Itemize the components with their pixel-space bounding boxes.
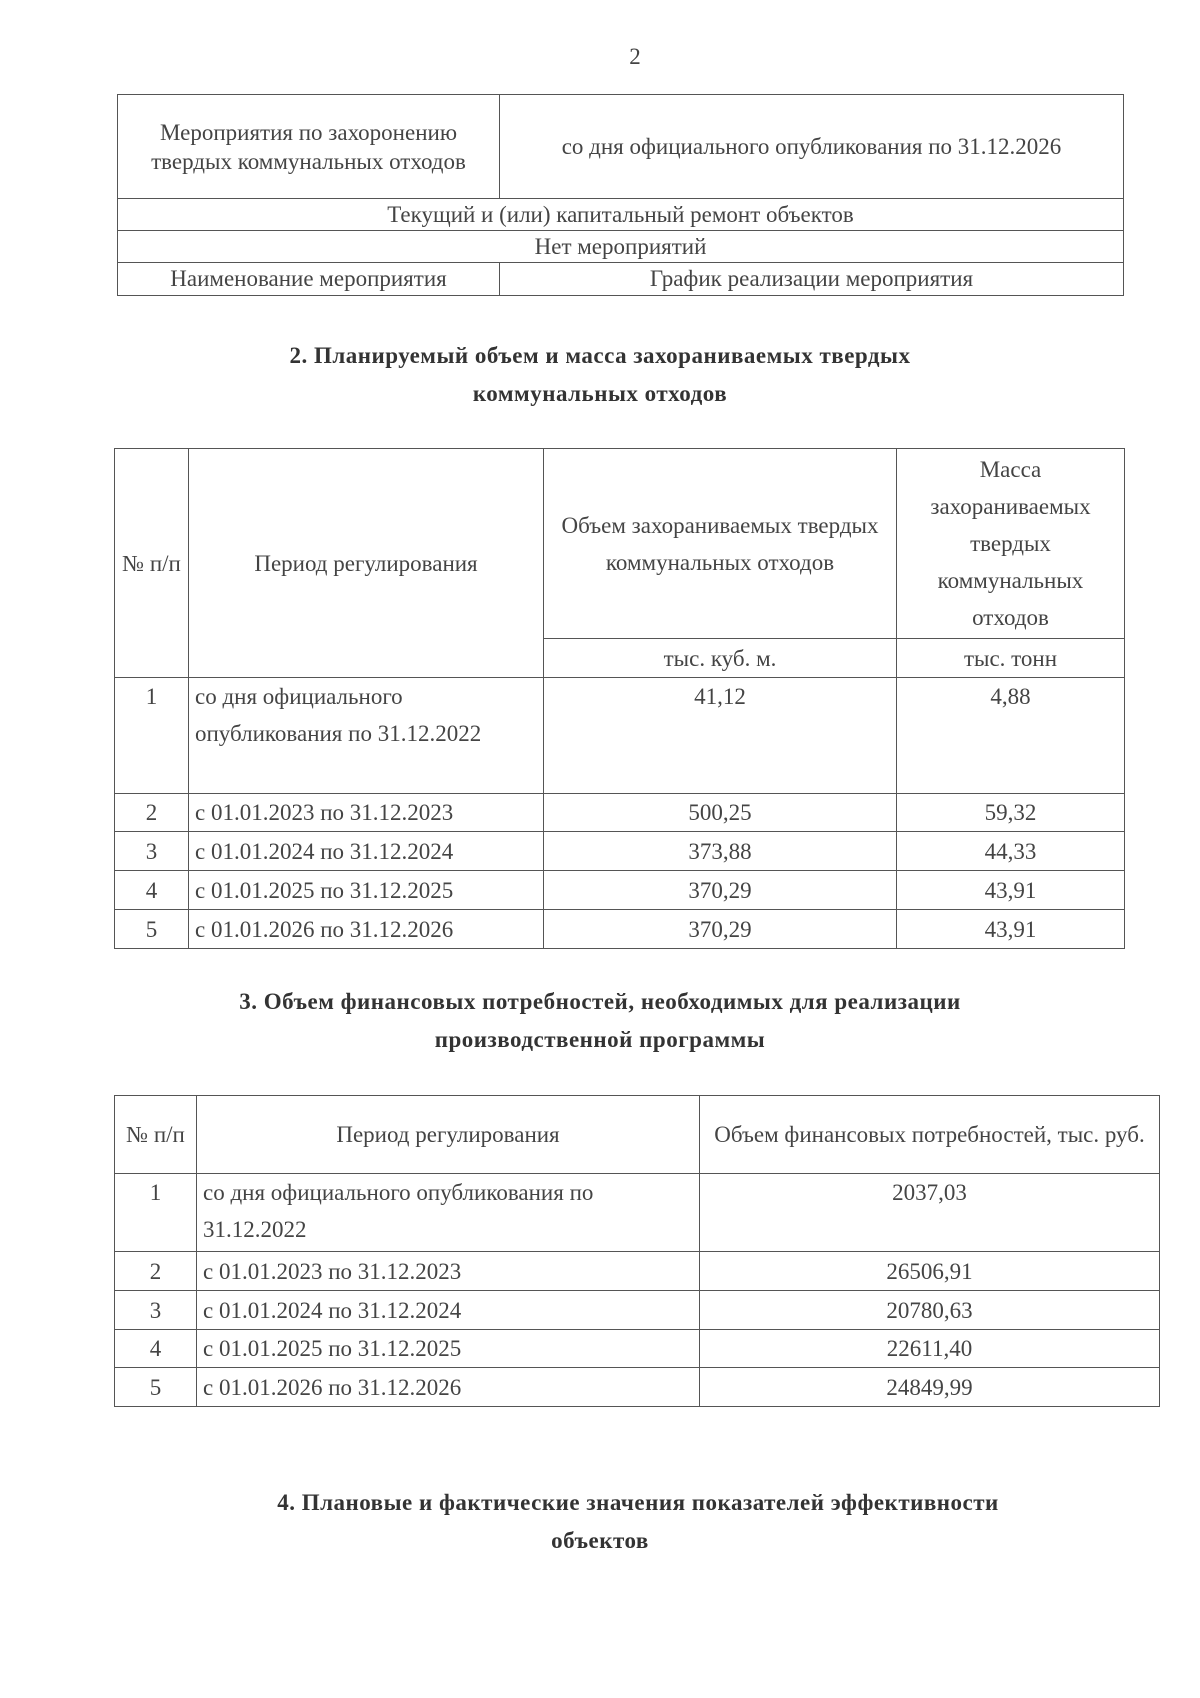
row-amount: 24849,99 [700,1368,1160,1407]
row-mass: 43,91 [897,910,1125,949]
row-num: 1 [115,1174,197,1252]
row-volume: 370,29 [544,910,897,949]
row-period: с 01.01.2024 по 31.12.2024 [197,1291,700,1330]
row-period: с 01.01.2026 по 31.12.2026 [197,1368,700,1407]
row-num: 4 [115,1330,197,1368]
volume-unit: тыс. куб. м. [544,639,897,678]
row-period: с 01.01.2023 по 31.12.2023 [197,1252,700,1291]
row-period: с 01.01.2026 по 31.12.2026 [189,910,544,949]
row-volume: 373,88 [544,832,897,871]
row-num: 4 [115,871,189,910]
mass-unit: тыс. тонн [897,639,1125,678]
events-table [117,94,1124,296]
event-label: Мероприятия по захоронению твердых коммунальных отходов [118,95,500,199]
table-row [115,1174,1160,1252]
row-period: с 01.01.2023 по 31.12.2023 [189,794,544,832]
row-num: 3 [115,1291,197,1330]
row-num: 1 [115,678,189,794]
row-volume: 500,25 [544,794,897,832]
section2-title-line1: 2. Планируемый объем и масса захораниваемых твердых [289,343,911,368]
row-mass: 44,33 [897,832,1125,871]
table-row [115,1330,1160,1368]
volume-header: Объем захораниваемых твердых коммунальных отходов [544,449,897,639]
row-period: со дня официального опубликования по 31.12.2022 [197,1174,700,1252]
section3-title-line1: 3. Объем финансовых потребностей, необходимых для реализации [239,989,961,1014]
row-num: 2 [115,1252,197,1291]
row-num: 5 [115,1368,197,1407]
page-number: 2 [629,44,641,69]
table-row [115,910,1125,949]
num-header: № п/п [115,449,189,678]
event-period: со дня официального опубликования по 31.12.2026 [500,95,1124,199]
section4-title-line1: 4. Плановые и фактические значения показателей эффективности [277,1490,999,1515]
no-events: Нет мероприятий [118,231,1124,263]
table-row [115,678,1125,794]
row-amount: 2037,03 [700,1174,1160,1252]
row-num: 2 [115,794,189,832]
financial-needs-table [114,1095,1160,1407]
row-period: с 01.01.2025 по 31.12.2025 [189,871,544,910]
num-header: № п/п [115,1096,197,1174]
section3-title-line2: производственной программы [434,1027,766,1052]
table-row [115,1252,1160,1291]
repair-heading: Текущий и (или) капитальный ремонт объектов [118,199,1124,231]
row-period: со дня официального опубликования по 31.12.2022 [189,678,544,794]
row-num: 3 [115,832,189,871]
row-mass: 4,88 [897,678,1125,794]
waste-volume-table [114,448,1125,949]
section2-title-line2: коммунальных отходов [472,381,728,406]
table-row [115,1291,1160,1330]
row-amount: 20780,63 [700,1291,1160,1330]
row-mass: 59,32 [897,794,1125,832]
mass-header: Масса захораниваемых твердых коммунальных отходов [897,449,1125,639]
table-row [115,794,1125,832]
row-volume: 41,12 [544,678,897,794]
period-header: Период регулирования [189,449,544,678]
col-schedule-header: График реализации мероприятия [500,263,1124,296]
col-name-header: Наименование мероприятия [118,263,500,296]
row-amount: 26506,91 [700,1252,1160,1291]
section4-title-line2: объектов [551,1528,649,1553]
amount-header: Объем финансовых потребностей, тыс. руб. [700,1096,1160,1174]
row-amount: 22611,40 [700,1330,1160,1368]
row-period: с 01.01.2025 по 31.12.2025 [197,1330,700,1368]
row-volume: 370,29 [544,871,897,910]
table-row [115,832,1125,871]
table-row [115,871,1125,910]
row-num: 5 [115,910,189,949]
period-header: Период регулирования [197,1096,700,1174]
row-mass: 43,91 [897,871,1125,910]
row-period: с 01.01.2024 по 31.12.2024 [189,832,544,871]
table-row [115,1368,1160,1407]
